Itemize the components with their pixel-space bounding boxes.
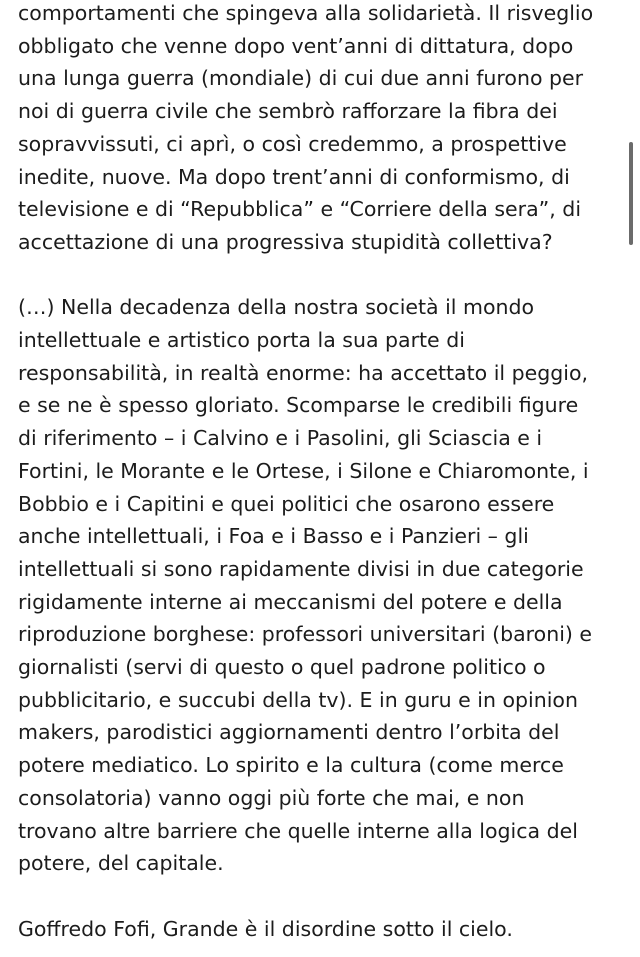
text-line: intellettuale e artistico porta la sua parte di [18,328,465,353]
text-line: potere mediatico. Lo spirito e la cultura (come merce [18,753,564,778]
text-line: Bobbio e i Capitini e quei politici che osarono essere [18,491,555,516]
text-line: anche intellettuali, i Foa e i Basso e i Panzieri – gli [18,524,529,549]
text-line: intellettuali si sono rapidamente divisi in due categorie [18,556,584,581]
text-line: accettazione di una progressiva stupidità collettiva? [18,229,553,254]
text-line: makers, parodistici aggiornamenti dentro l’orbita del [18,720,560,745]
scrollbar-thumb[interactable] [629,142,633,245]
text-line: potere, del capitale. [18,851,224,876]
text-line: televisione e di “Repubblica” e “Corriere della sera”, di [18,197,582,222]
paragraph-1 [18,0,626,259]
text-line: noi di guerra civile che sembrò rafforzare la fibra dei [18,99,558,124]
text-line: pubblicitario, e succubi della tv). E in guru e in opinion [18,687,578,712]
text-line: responsabilità, in realtà enorme: ha accettato il peggio, [18,360,589,385]
text-line: rigidamente interne ai meccanismi del potere e della [18,589,563,614]
text-line: comportamenti che spingeva alla solidarietà. Il risveglio [18,1,594,25]
paragraph-spacer [18,259,626,292]
text-line: trovano altre barriere che quelle interne alla logica del [18,818,578,843]
text-line: e se ne è spesso gloriato. Scomparse le credibili figure [18,393,579,418]
text-line: sopravvissuti, ci aprì, o così credemmo, a prospettive [18,131,567,156]
text-line: inedite, nuove. Ma dopo trent’anni di conformismo, di [18,164,570,189]
document-body [18,0,626,945]
text-line: giornalisti (servi di questo o quel padrone politico o [18,655,546,680]
attribution [18,913,626,946]
text-line: Fortini, le Morante e le Ortese, i Silone e Chiaromonte, i [18,458,589,483]
text-line: riproduzione borghese: professori universitari (baroni) e [18,622,593,647]
text-line: (…) Nella decadenza della nostra società il mondo [18,295,535,320]
text-line: Goffredo Fofi, Grande è il disordine sotto il cielo. [18,916,513,941]
text-line: una lunga guerra (mondiale) di cui due anni furono per [18,66,584,91]
paragraph-2 [18,291,626,880]
paragraph-spacer [18,880,626,913]
text-line: consolatoria) vanno oggi più forte che mai, e non [18,785,525,810]
text-line: di riferimento – i Calvino e i Pasolini, gli Sciascia e i [18,426,543,451]
text-line: obbligato che venne dopo vent’anni di dittatura, dopo [18,33,574,58]
